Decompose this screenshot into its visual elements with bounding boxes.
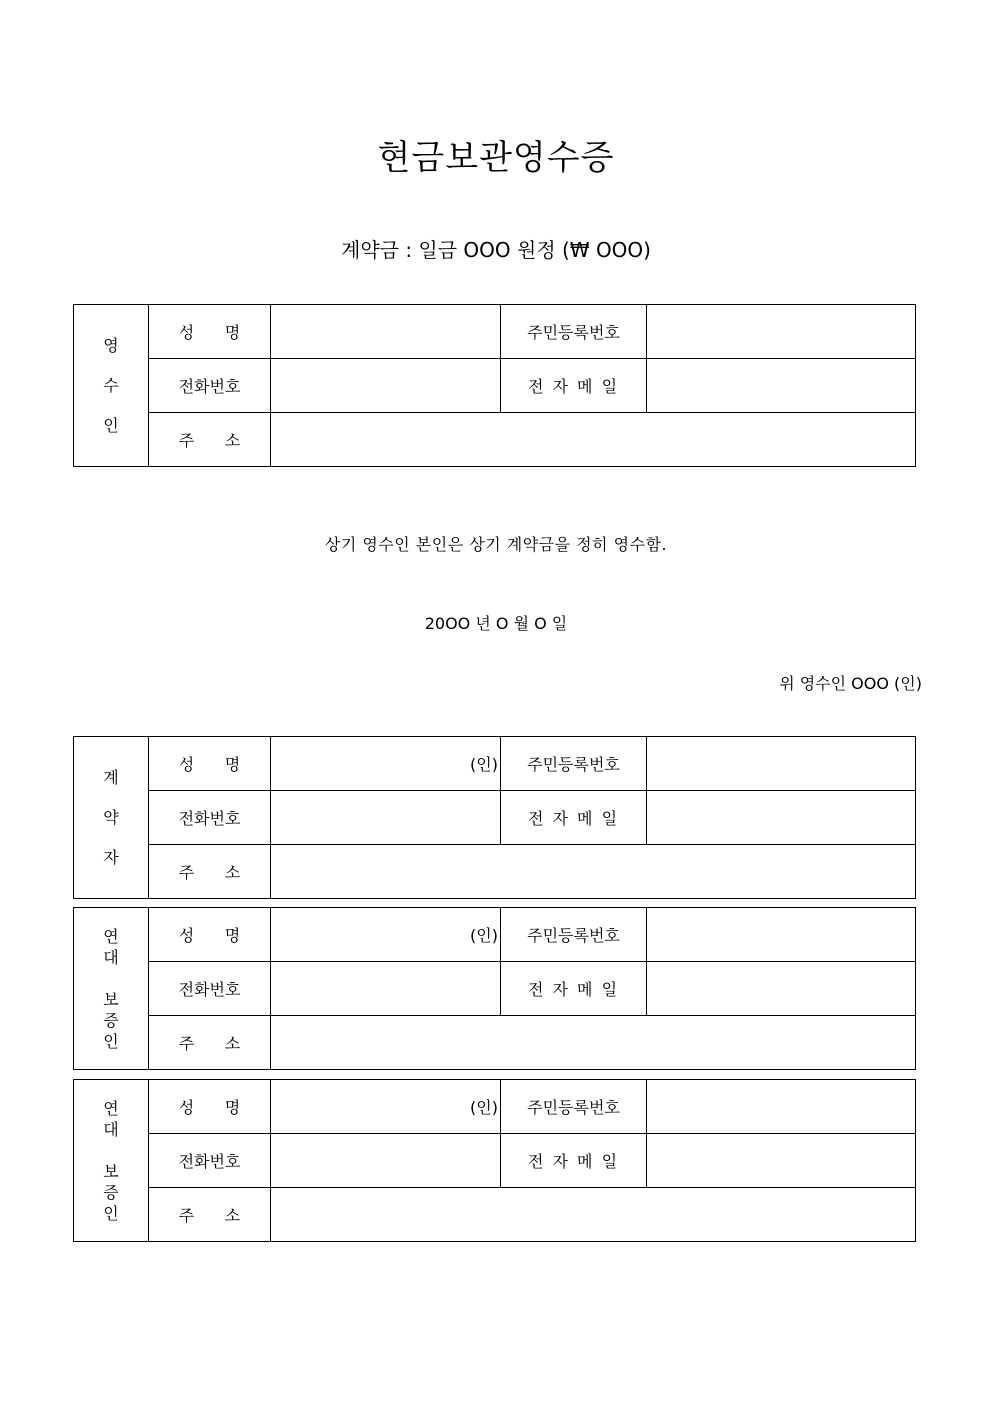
- guarantor2-rrn-field[interactable]: [647, 1080, 916, 1134]
- document-title: 현금보관영수증: [377, 138, 615, 178]
- guarantor1-rrn-field[interactable]: [647, 908, 916, 962]
- side-char: 인: [103, 1031, 119, 1051]
- guarantor2-side-label: [74, 1080, 149, 1242]
- receiver-signature-line: 위 영수인 OOO (인): [779, 674, 922, 693]
- address-label: 주 소: [149, 1188, 271, 1242]
- guarantor1-email-field[interactable]: [647, 962, 916, 1016]
- email-label: 전 자 메 일: [501, 359, 647, 413]
- side-char: 연: [103, 1098, 119, 1118]
- seal-mark: (인): [470, 926, 498, 945]
- rrn-label: 주민등록번호: [501, 1080, 647, 1134]
- address-label: 주 소: [149, 413, 271, 467]
- guarantor2-address-field[interactable]: [271, 1188, 916, 1242]
- email-label: 전 자 메 일: [501, 1134, 647, 1188]
- contractor-phone-field[interactable]: [271, 791, 501, 845]
- seal-mark: (인): [470, 1098, 498, 1117]
- receiver-email-field[interactable]: [647, 359, 916, 413]
- side-char: 수: [103, 375, 119, 395]
- contractor-table: [73, 736, 916, 899]
- contractor-address-field[interactable]: [271, 845, 916, 899]
- side-char: 보: [103, 1161, 119, 1181]
- guarantor1-phone-field[interactable]: [271, 962, 501, 1016]
- side-char: 약: [103, 807, 119, 827]
- guarantor1-side-label: [74, 908, 149, 1070]
- phone-label: 전화번호: [149, 359, 271, 413]
- side-char: 인: [103, 1203, 119, 1223]
- guarantor2-table: [73, 1079, 916, 1242]
- guarantor1-name-field[interactable]: [271, 908, 501, 962]
- receipt-statement: 상기 영수인 본인은 상기 계약금을 정히 영수함.: [324, 535, 668, 554]
- email-label: 전 자 메 일: [501, 962, 647, 1016]
- receiver-address-field[interactable]: [271, 413, 916, 467]
- receiver-phone-field[interactable]: [271, 359, 501, 413]
- rrn-label: 주민등록번호: [501, 305, 647, 359]
- contractor-email-field[interactable]: [647, 791, 916, 845]
- name-label: 성 명: [149, 908, 271, 962]
- guarantor1-table: [73, 907, 916, 1070]
- name-label: 성 명: [149, 737, 271, 791]
- receiver-rrn-field[interactable]: [647, 305, 916, 359]
- side-char: 자: [103, 847, 119, 867]
- side-char: 영: [103, 335, 119, 355]
- deposit-amount-line: 계약금 : 일금 OOO 원정 (₩ OOO): [341, 238, 651, 262]
- receiver-table: [73, 304, 916, 467]
- side-char: 증: [103, 1010, 119, 1030]
- guarantor2-email-field[interactable]: [647, 1134, 916, 1188]
- phone-label: 전화번호: [149, 791, 271, 845]
- guarantor2-phone-field[interactable]: [271, 1134, 501, 1188]
- side-char: 증: [103, 1182, 119, 1202]
- email-label: 전 자 메 일: [501, 791, 647, 845]
- receiver-side-label: [74, 305, 149, 467]
- guarantor1-address-field[interactable]: [271, 1016, 916, 1070]
- phone-label: 전화번호: [149, 962, 271, 1016]
- contractor-name-field[interactable]: [271, 737, 501, 791]
- side-char: 대: [103, 1119, 119, 1139]
- rrn-label: 주민등록번호: [501, 908, 647, 962]
- address-label: 주 소: [149, 1016, 271, 1070]
- receipt-date: 20OO 년 O 월 O 일: [424, 614, 568, 633]
- side-char: 보: [103, 989, 119, 1009]
- address-label: 주 소: [149, 845, 271, 899]
- side-char: [74, 1140, 148, 1161]
- seal-mark: (인): [470, 755, 498, 774]
- side-char: 인: [103, 415, 119, 435]
- guarantor2-name-field[interactable]: [271, 1080, 501, 1134]
- name-label: 성 명: [149, 1080, 271, 1134]
- side-char: 계: [103, 767, 119, 787]
- name-label: 성 명: [149, 305, 271, 359]
- side-char: 연: [103, 926, 119, 946]
- side-char: [74, 968, 148, 989]
- contractor-side-label: [74, 737, 149, 899]
- contractor-rrn-field[interactable]: [647, 737, 916, 791]
- receiver-name-field[interactable]: [271, 305, 501, 359]
- side-char: 대: [103, 947, 119, 967]
- rrn-label: 주민등록번호: [501, 737, 647, 791]
- phone-label: 전화번호: [149, 1134, 271, 1188]
